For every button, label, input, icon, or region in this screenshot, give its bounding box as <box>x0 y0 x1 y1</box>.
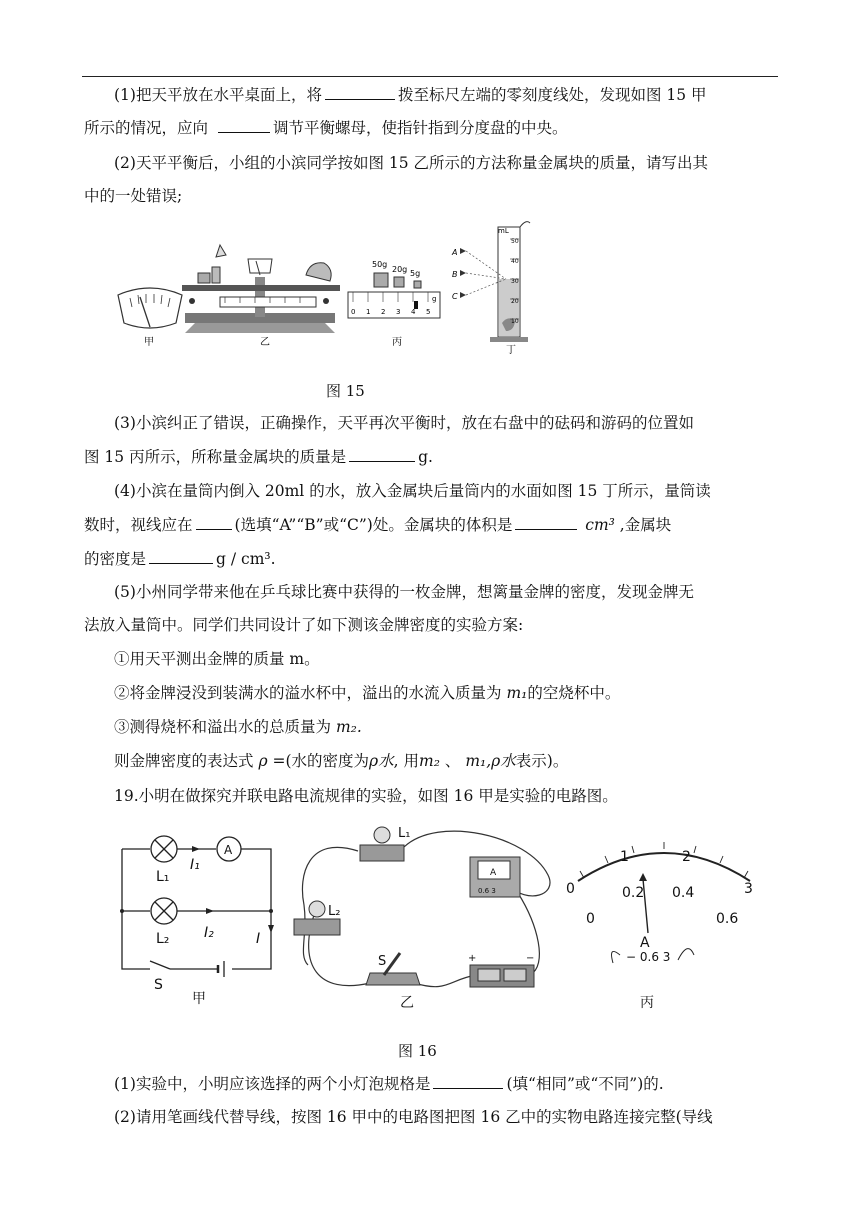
ruler-tick: 4 <box>411 308 416 316</box>
dial-inner-0-2: 0.2 <box>622 885 645 901</box>
text: (选填“A”“B”或“C”)处。金属块的体积是 <box>234 516 513 534</box>
figure-15 <box>110 215 550 365</box>
figure-16 <box>108 815 798 1025</box>
q18-part5-line1: (5)小州同学带来他在乒乓球比赛中获得的一枚金牌，想篱量金牌的密度，发现金牌无 <box>114 583 694 601</box>
schematic-ammeter: A <box>224 843 233 857</box>
weight-50g: 50g <box>372 260 388 269</box>
dial-inner-0: 0 <box>586 911 595 927</box>
dial-unit-A: A <box>640 935 650 951</box>
eye-c: C <box>452 292 458 301</box>
physical-ammeter: A <box>490 868 497 878</box>
text: ②将金牌浸没到装满水的溢水杯中，溢出的水流入质量为 <box>114 684 502 702</box>
dial-inner-0-6: 0.6 <box>716 911 739 927</box>
label-yi-16: 乙 <box>400 995 414 1011</box>
ruler-tick: 5 <box>426 308 431 316</box>
cyl-tick: 10 <box>511 318 519 325</box>
text: , 用 <box>393 752 420 770</box>
header-rule <box>82 76 778 77</box>
text: (1)实验中，小明应该选择的两个小灯泡规格是 <box>114 1075 431 1093</box>
figure-15-caption: 图 15 <box>326 382 365 400</box>
label-ding: 丁 <box>506 345 516 356</box>
dial-outer-3: 3 <box>744 881 753 897</box>
q18-part5-line2: 法放入量筒中。同学们共同设计了如下测该金牌密度的实验方案: <box>84 616 524 634</box>
text: 的密度是 <box>84 550 147 568</box>
q18-part4-line2 <box>84 514 671 535</box>
ammeter-dial-bing <box>578 842 750 963</box>
q18-part4-line3 <box>84 548 276 569</box>
answer-blank-7[interactable] <box>433 1073 503 1089</box>
dial-outer-2: 2 <box>682 849 691 865</box>
schematic-switch: S <box>154 977 163 993</box>
eye-icons <box>460 248 466 298</box>
text: 调节平衡螺母，使指针指到分度盘的中央。 <box>273 119 568 137</box>
label-jia: 甲 <box>144 337 154 348</box>
ruler-tick: 1 <box>366 308 371 316</box>
schematic-I2: I₂ <box>204 925 214 941</box>
ruler-tick: 3 <box>396 308 401 316</box>
cyl-tick: 50 <box>511 238 519 245</box>
answer-blank-6[interactable] <box>149 548 213 564</box>
answer-blank-2[interactable] <box>218 117 270 133</box>
ruler-unit: g <box>432 295 437 303</box>
math-rho-water: ρ水 <box>369 752 394 770</box>
ruler-tick: 2 <box>381 308 386 316</box>
q18-part1-line1 <box>114 84 707 105</box>
physical-L2: L₂ <box>328 904 341 919</box>
physical-switch: S <box>378 954 387 969</box>
text: 则金牌密度的表达式 <box>114 752 254 770</box>
battery-plus: + <box>468 953 477 964</box>
q18-part3-line1: (3)小滨纠正了错误，正确操作，天平再次平衡时，放在右盘中的砝码和游码的位置如 <box>114 414 694 432</box>
q18-part2-line1: (2)天平平衡后，小组的小滨同学按如图 15 乙所示的方法称量金属块的质量，请写出其 <box>114 154 709 172</box>
schematic-L2: L₂ <box>156 931 170 947</box>
balance-yi <box>182 245 340 333</box>
text: (1)把天平放在水平桌面上，将 <box>114 86 322 104</box>
label-bing-16: 丙 <box>640 995 654 1011</box>
q18-part1-line2 <box>84 117 568 138</box>
schematic-L1: L₁ <box>156 869 170 885</box>
answer-blank-5[interactable] <box>515 514 577 530</box>
text: 图 15 丙所示，所称量金属块的质量是 <box>84 448 347 466</box>
answer-blank-4[interactable] <box>196 514 232 530</box>
q19-stem: 19.小明在做探究并联电路电流规律的实验，如图 16 甲是实验的电路图。 <box>114 787 618 805</box>
math-rho: ρ = <box>258 752 286 770</box>
text: (水的密度为 <box>285 752 370 770</box>
cyl-tick: 20 <box>511 298 519 305</box>
ruler-tick: 0 <box>351 308 356 316</box>
math-m2: m₂ <box>419 752 440 770</box>
cyl-tick: 30 <box>511 278 519 285</box>
text: 拨至标尺左端的零刻度线处，发现如图 15 甲 <box>397 86 707 104</box>
battery-minus: − <box>526 953 535 964</box>
dial-terminals: − 0.6 3 <box>626 950 671 964</box>
q18-part3-line2 <box>84 446 433 467</box>
label-yi: 乙 <box>260 337 270 348</box>
text: 所示的情况，应向 <box>84 119 209 137</box>
answer-blank-3[interactable] <box>349 446 415 462</box>
eye-b: B <box>452 270 458 279</box>
text: 、 <box>444 752 461 770</box>
figure-16-caption: 图 16 <box>398 1042 437 1060</box>
q18-part4-line1: (4)小滨在量筒内倒入 20ml 的水，放入金属块后量筒内的水面如图 15 丁所示，量筒读 <box>114 482 711 500</box>
q19-part1 <box>114 1073 664 1094</box>
dial-outer-1: 1 <box>620 849 629 865</box>
graduated-cylinder-ding <box>466 222 530 342</box>
text: g. <box>418 448 433 466</box>
physical-L1: L₁ <box>398 826 411 841</box>
q19-part2: (2)请用笔画线代替导线，按图 16 甲中的电路图把图 16 乙中的实物电路连接完整(导线 <box>114 1108 713 1126</box>
q18-part2-line2: 中的一处错误; <box>84 187 183 205</box>
balance-dial-jia <box>118 288 182 328</box>
text: g / cm³. <box>216 550 276 568</box>
text: 的空烧杯中。 <box>527 684 621 702</box>
text: ,金属块 <box>619 516 672 534</box>
label-jia-16: 甲 <box>192 991 206 1007</box>
physical-ammeter-terminals: 0.6 3 <box>478 887 496 895</box>
math-m1: m₁ <box>506 684 528 702</box>
text: (填“相同”或“不同”)的. <box>506 1075 664 1093</box>
cylinder-unit: mL <box>498 227 509 235</box>
text: 表示)。 <box>515 752 569 770</box>
answer-blank-1[interactable] <box>325 84 395 100</box>
q18-step3 <box>114 717 362 737</box>
schematic-I: I <box>256 931 261 947</box>
cyl-tick: 40 <box>511 258 519 265</box>
unit-cm3: cm³ <box>585 516 615 534</box>
q18-step1: ①用天平测出金牌的质量 m。 <box>114 650 320 668</box>
eye-a: A <box>452 248 458 257</box>
schematic-I1: I₁ <box>190 857 200 873</box>
dial-inner-0-4: 0.4 <box>672 885 695 901</box>
math-m2: m₂. <box>335 718 362 736</box>
text: 数时，视线应在 <box>84 516 193 534</box>
dial-outer-0: 0 <box>566 881 575 897</box>
label-bing: 丙 <box>392 337 402 348</box>
q18-density-expression <box>114 751 568 771</box>
weight-5g: 5g <box>410 269 421 278</box>
weight-20g: 20g <box>392 265 408 274</box>
math-m1-rho: m₁,ρ水 <box>465 752 516 770</box>
text: ③测得烧杯和溢出水的总质量为 <box>114 718 332 736</box>
q18-step2 <box>114 683 620 703</box>
